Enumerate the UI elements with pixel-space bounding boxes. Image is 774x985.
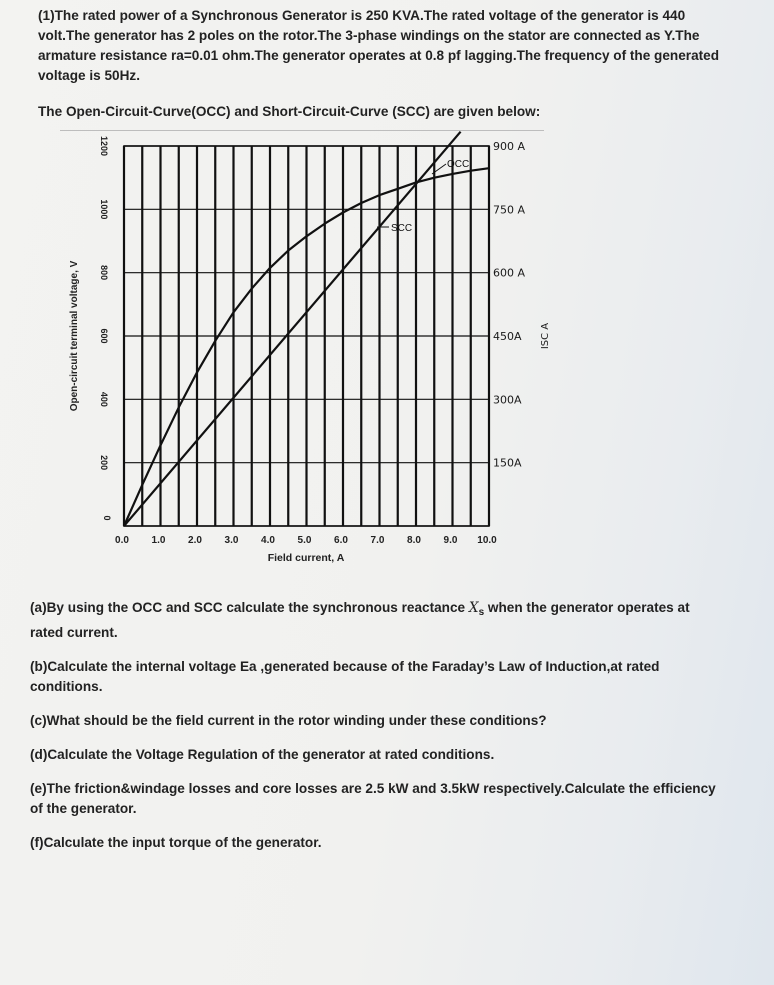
isc-tick-label: 150A [493,456,522,470]
x-tick-label: 8.0 [407,535,421,546]
x-tick-label: 9.0 [443,535,458,546]
problem-statement [38,6,728,86]
x-tick-label: 10.0 [477,535,497,546]
question-c: (c)What should be the field current in the rotor winding under these conditions? [30,713,547,728]
question-a-before: (a)By using the OCC and SCC calculate the synchronous reactance [30,600,469,615]
intro-text: (1)The rated power of a Synchronous Generator is 250 KVA.The rated voltage of the generator is 440 volt.The generator has 2 poles on the rotor.The 3-phase windings on the stator are connected as Y.The armature resistance ra=0.01 ohm.The generator operates at 0.8 pf lagging.The frequency of the generated voltage is 50Hz. [38,8,720,83]
question-d: (d)Calculate the Voltage Regulation of the generator at rated conditions. [30,747,495,762]
isc-tick-label: 600 A [493,266,526,280]
questions-section [30,598,720,853]
isc-tick-label: 450A [493,330,522,343]
xs-subscript: s [478,607,485,618]
occ-label: OCC [447,159,470,170]
x-tick-label: 2.0 [188,535,202,546]
x-tick-label: 6.0 [334,535,348,546]
question-f: (f)Calculate the input torque of the generator. [30,835,322,850]
y-tick-label: 400 [99,391,109,407]
question-a-after: when the generator operates at rated current. [30,600,690,640]
scc-label: SCC [391,223,413,234]
xs-symbol: X [468,600,479,616]
isc-tick-label: 300A [493,393,522,407]
isc-axis-label: ISC A [540,322,551,350]
x-tick-label: 0.0 [115,535,129,546]
occ-scc-chart [0,130,774,570]
x-tick-label: 3.0 [224,535,239,546]
given-text: The Open-Circuit-Curve(OCC) and Short-Circuit-Curve (SCC) are given below: [38,104,541,119]
y-tick-label: 200 [99,455,109,471]
x-axis-label: Field current, A [267,552,345,564]
x-tick-label: 4.0 [261,535,275,546]
y-axis-label: Open-circuit terminal voltage, V [69,260,80,412]
scc-curve [124,132,461,526]
question-b: (b)Calculate the internal voltage Ea ,generated because of the Faraday’s Law of Induction,at rated conditions. [30,659,660,694]
y-tick-label: 800 [99,265,109,281]
isc-tick-label: 900 A [493,140,526,153]
question-a [30,598,720,643]
x-tick-label: 5.0 [297,535,312,546]
x-tick-label: 1.0 [151,535,166,546]
y-tick-label: 1000 [99,199,109,220]
y-tick-label: 0 [102,515,112,521]
y-tick-label: 600 [99,328,109,344]
chart-grid [124,146,489,526]
question-e: (e)The friction&windage losses and core losses are 2.5 kW and 3.5kW respectively.Calculate the efficiency of the generator. [30,781,716,816]
y-tick-label: 1200 [99,135,109,157]
x-tick-label: 7.0 [370,535,385,546]
isc-tick-label: 750 A [493,203,526,217]
